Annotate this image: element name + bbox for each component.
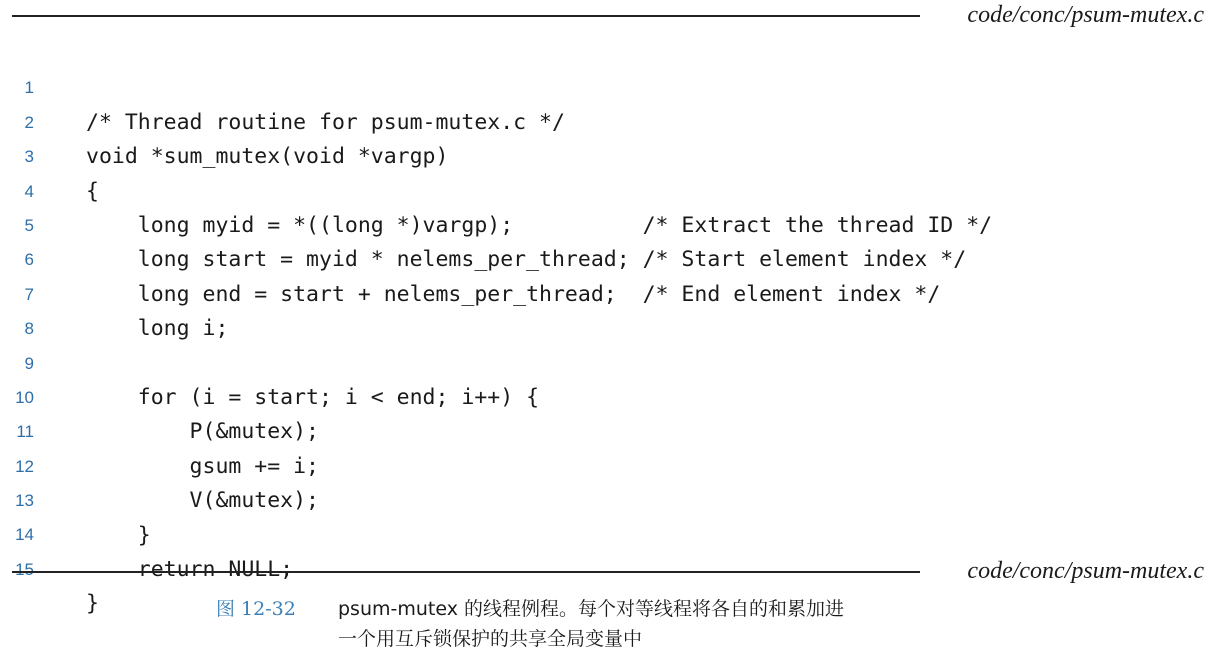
line-code: /* Thread routine for psum-mutex.c */ [86, 109, 565, 135]
line-number: 5 [24, 215, 34, 235]
line-code: P(&mutex); [86, 419, 319, 445]
footer-rule [12, 571, 920, 573]
line-code: { [86, 178, 99, 204]
header-file-path: code/conc/psum-mutex.c [967, 2, 1204, 28]
line-number: 13 [15, 491, 34, 511]
line-code: long myid = *((long *)vargp); /* Extract the thread ID */ [86, 212, 993, 238]
line-number: 7 [24, 284, 34, 304]
line-number: 15 [15, 559, 34, 579]
footer-file-path: code/conc/psum-mutex.c [967, 558, 1204, 584]
line-number: 14 [15, 525, 34, 545]
line-number: 12 [15, 456, 34, 476]
line-number: 3 [24, 147, 34, 167]
caption-line-2: 一个用互斥锁保护的共享全局变量中 [338, 628, 643, 650]
code-line [0, 37, 1212, 135]
line-code: return NULL; [86, 556, 294, 582]
line-number: 2 [24, 112, 34, 132]
code-line [0, 140, 1212, 238]
line-code: long start = myid * nelems_per_thread; /* Start element index */ [86, 247, 967, 273]
line-number: 9 [24, 353, 34, 373]
header-rule [12, 15, 920, 17]
caption-text [338, 594, 1118, 654]
line-code: for (i = start; i < end; i++) { [86, 384, 540, 410]
line-number: 4 [24, 181, 34, 201]
line-code: V(&mutex); [86, 488, 319, 514]
line-number: 8 [24, 319, 34, 339]
line-number: 1 [24, 78, 34, 98]
caption-line-1: psum-mutex 的线程例程。每个对等线程将各自的和累加进 [338, 598, 845, 620]
line-number: 6 [24, 250, 34, 270]
line-code: } [86, 522, 151, 548]
file-footer [12, 556, 1204, 588]
figure-label: 图 12-32 [216, 598, 296, 620]
line-code: long i; [86, 316, 229, 342]
line-code: gsum += i; [86, 453, 319, 479]
line-code: } [86, 591, 99, 617]
line-code: long end = start + nelems_per_thread; /* End element index */ [86, 281, 941, 307]
line-number: 11 [16, 422, 34, 442]
line-code: void *sum_mutex(void *vargp) [86, 144, 449, 170]
file-header [12, 0, 1204, 32]
line-number: 10 [15, 387, 34, 407]
